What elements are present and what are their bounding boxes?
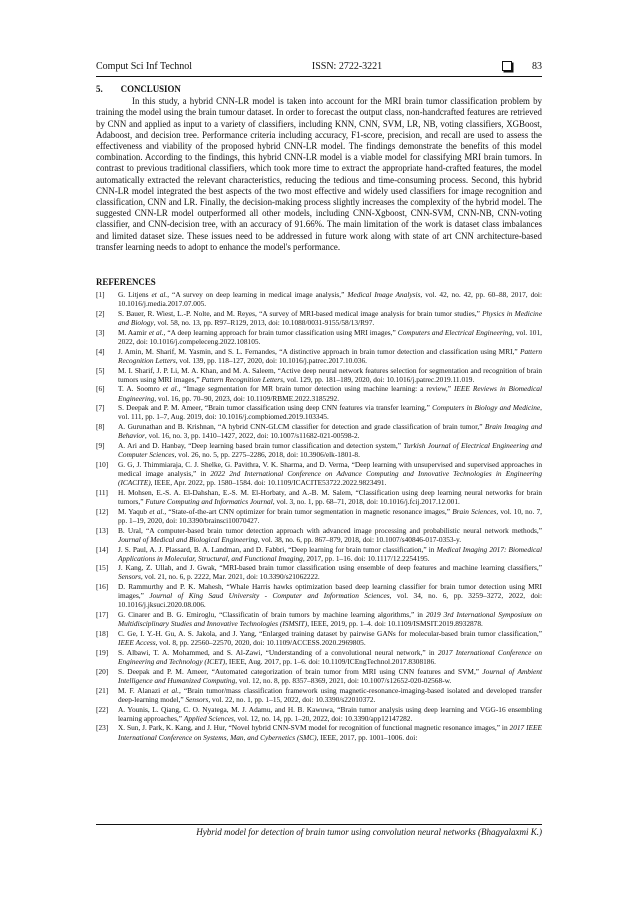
reference-item <box>96 290 542 308</box>
reference-item <box>96 422 542 440</box>
reference-post: , vol. 12, no. 8, pp. 8357–8369, 2021, doi: 10.1007/s12652-020-02568-w. <box>235 675 452 685</box>
reference-pre: S. Deepak and P. M. Ameer, “Automated categorization of brain tumor from MRI using CNN features and SVM,” <box>118 666 483 676</box>
page-content <box>96 84 542 742</box>
reference-number: [9] <box>96 441 105 451</box>
reference-post: , vol. 21, no. 6, p. 2222, Mar. 2021, doi: 10.3390/s21062222. <box>140 572 320 582</box>
reference-item <box>96 686 542 704</box>
reference-journal: 2019 3rd International Symposium on Multidisciplinary Studies and Innovative Technologies (ISMSIT) <box>118 610 543 629</box>
reference-pre: X. Sun, J. Park, K. Kang, and J. Hur, “Novel hybrid CNN-SVM model for recognition of functional magnetic resonance images,” in <box>118 723 510 733</box>
reference-number: [3] <box>96 327 105 337</box>
reference-item <box>96 582 542 609</box>
reference-post: , IEEE, Aug. 2017, pp. 1–6. doi: 10.1109/ICEngTechnol.2017.8308186. <box>225 657 436 667</box>
reference-post: , vol. 129, pp. 181–189, 2020, doi: 10.1016/j.patrec.2019.11.019. <box>283 374 475 384</box>
reference-pre: T. A. Soomro <box>118 384 163 394</box>
reference-number: [22] <box>96 704 109 714</box>
reference-pre: M. Yaqub <box>118 506 150 516</box>
reference-post: , IEEE, Apr. 2022, pp. 1580–1584. doi: 10.1109/ICACITE53722.2022.9823491. <box>150 478 387 488</box>
reference-pre: M. F. Alanazi <box>118 685 164 695</box>
reference-post: , vol. 12, no. 14, pp. 1–20, 2022, doi: 10.3390/app12147282. <box>233 713 413 723</box>
journal-name: Comput Sci Inf Technol <box>96 60 193 72</box>
reference-item <box>96 403 542 421</box>
conclusion-heading <box>96 84 542 95</box>
reference-etal: et al. <box>162 384 179 394</box>
reference-journal: Brain Imaging and Behavior <box>118 422 542 441</box>
reference-post: , vol. 111, pp. 1–7, Aug. 2019, doi: 10.1016/j.compbiomed.2019.103345. <box>118 403 543 422</box>
reference-text <box>118 366 542 384</box>
reference-number: [6] <box>96 384 105 394</box>
reference-text <box>118 686 542 704</box>
checkbox-square-icon <box>502 61 512 71</box>
reference-journal: Physics in Medicine and Biology <box>118 308 542 328</box>
reference-number: [1] <box>96 290 105 300</box>
reference-post: , vol. 38, no. 6, pp. 867–879, 2018, doi: 10.1007/s40846-017-0353-y. <box>257 534 462 544</box>
reference-mid: , “Brain tumor/mass classification framework using magnetic-resonance-imaging-based isolated and developed transfer deep-learning model,” <box>118 685 543 704</box>
reference-pre: M. I. Sharif, J. P. Li, M. A. Khan, and M. A. Saleem, “Active deep neural network features selection for segmentation and recognition of brain tumors using MRI images,” <box>118 365 542 384</box>
reference-text <box>118 309 542 327</box>
reference-text <box>118 526 542 544</box>
reference-number: [21] <box>96 685 109 695</box>
reference-number: [19] <box>96 647 109 657</box>
reference-pre: H. Mohsen, E.-S. A. El-Dahshan, E.-S. M. El-Horbaty, and A.-B. M. Salem, “Classification using deep learning neural networks for brain tumors,” <box>118 487 542 506</box>
reference-journal: Medical Image Analysis <box>347 290 421 300</box>
references-heading: REFERENCES <box>96 277 156 288</box>
reference-pre: A. Ari and D. Hanbay, “Deep learning based brain tumor classification and detection system,” <box>118 441 404 451</box>
reference-item <box>96 507 542 525</box>
reference-journal: Applied Sciences <box>183 713 234 723</box>
reference-item <box>96 488 542 506</box>
reference-item <box>96 705 542 723</box>
reference-journal: Journal of Ambient Intelligence and Humanized Computing <box>118 666 542 685</box>
reference-number: [2] <box>96 308 105 318</box>
reference-pre: J. S. Paul, A. J. Plassard, B. A. Landman, and D. Fabbri, “Deep learning for brain tumor classification,” in <box>118 544 437 554</box>
reference-pre: J. Kang, Z. Ullah, and J. Gwak, “MRI-based brain tumor classification using ensemble of deep features and machine learning classifiers,” <box>118 563 542 573</box>
page-header <box>96 58 542 74</box>
reference-pre: G. Cinarer and B. G. Emiroglu, “Classificatin of brain tumors by machine learning algorithms,” in <box>118 610 426 620</box>
reference-pre: C. Ge, I. Y.-H. Gu, A. S. Jakola, and J. Yang, “Enlarged training dataset by pairwise GANs for molecular-based brain tumor classification,” <box>118 629 542 639</box>
reference-item <box>96 610 542 628</box>
reference-text <box>118 705 542 723</box>
page-footer: Hybrid model for detection of brain tumor using convolution neural networks (Bhagyalaxmi K.) <box>196 827 542 837</box>
reference-journal: Pattern Recognition Letters <box>201 374 284 384</box>
reference-post: , vol. 139, pp. 118–127, 2020, doi: 10.1016/j.patrec.2017.10.036. <box>175 355 367 365</box>
reference-number: [20] <box>96 666 109 676</box>
reference-text <box>118 545 542 563</box>
reference-number: [8] <box>96 422 105 432</box>
reference-text <box>118 488 542 506</box>
reference-number: [12] <box>96 506 109 516</box>
page-number: 83 <box>531 60 542 72</box>
reference-journal: Turkish Journal of Electrical Engineering and Computer Sciences <box>118 441 542 460</box>
references-list <box>96 290 542 742</box>
reference-pre: J. Amin, M. Sharif, M. Yasmin, and S. L. Fernandes, “A distinctive approach in brain tumor detection and classification using MRI,” <box>118 346 520 356</box>
reference-number: [16] <box>96 582 109 592</box>
header-rule <box>96 76 542 77</box>
reference-post: , vol. 22, no. 1, pp. 1–15, 2022, doi: 10.3390/s22010372. <box>208 694 376 704</box>
reference-post: , vol. 8, pp. 22560–22570, 2020, doi: 10.1109/ACCESS.2020.2969805. <box>155 638 366 648</box>
reference-item <box>96 460 542 487</box>
reference-text <box>118 723 542 741</box>
conclusion-paragraph: In this study, a hybrid CNN-LR model is taken into account for the MRI brain tumor classification problem by training the model using the brain tumour dataset. In order to forecast the output class, non-handcrafted features are retrieved by CNN and applied as input to a variety of classifiers, including KNN, CNN, SVM, LR, NB, voting classifiers, XGBoost, Adaboost, and decision tree. Performance criteria including accuracy, F1-score, precision, and recall are used to assess the effectiveness and viability of the proposed hybrid CNN-LR model. The findings demonstrate the benefits of this model combination. According to the findings, this hybrid CNN-LR model is a viable model for classifying MRI brain tumors. In contrast to previous traditional classifiers, which took more time to extract the appropriate hand-crafted features, the model automatically extracted the relevant characteristics, reducing the tedious and time-consuming process. Second, this hybrid CNN-LR model integrated the best aspects of the two most effective and widely used classifiers for image recognition and classification, CNN and LR. Finally, the decision-making process slightly increases the complexity of the hybrid model. The suggested CNN-LR model outperformed all other models, including CNN-Xgboost, CNN-SVM, CNN-NB, CNN-voting classifier, and CNN-decision tree, with an accuracy of 91.66%. The main limitation of the work is dataset class imbalances and limited dataset size. These issues need to be addressed in future work along with state of art CNN architecture-based transfer learning needs to adopt to enhance the model's performance. <box>96 96 542 252</box>
reference-journal: Brain Sciences <box>452 506 497 516</box>
reference-text <box>118 507 542 525</box>
reference-item <box>96 526 542 544</box>
reference-number: [11] <box>96 487 108 497</box>
reference-text <box>118 403 542 421</box>
reference-post: , vol. 58, no. 13, pp. R97–R129, 2013, doi: 10.1088/0031-9155/58/13/R97. <box>153 318 375 328</box>
reference-pre: G. G, J. Thimmiaraja, C. J. Shelke, G. Pavithra, V. K. Sharma, and D. Verma, “Deep learning with unsupervised and supervised approaches in medical image analysis,” in <box>118 459 542 479</box>
reference-pre: A. Younis, L. Qiang, C. O. Nyatega, M. J. Adamu, and H. B. Kawuwa, “Brain tumor analysis using deep learning and VGG-16 ensembling learning approaches,” <box>118 704 542 723</box>
reference-pre: A. Gurunathan and B. Krishnan, “A hybrid CNN-GLCM classifier for detection and grade classification of brain tumor,” <box>118 422 485 432</box>
reference-text <box>118 422 542 440</box>
reference-text <box>118 441 542 459</box>
reference-number: [13] <box>96 525 109 535</box>
reference-item <box>96 545 542 563</box>
reference-text <box>118 460 542 487</box>
reference-item <box>96 723 542 741</box>
reference-pre: S. Bauer, R. Wiest, L.-P. Nolte, and M. Reyes, “A survey of MRI-based medical image analysis for brain tumor studies,” <box>118 308 483 318</box>
reference-item <box>96 309 542 327</box>
reference-text <box>118 290 542 308</box>
reference-post: , vol. 42, no. 42, pp. 60–88, 2017, doi: 10.1016/j.media.2017.07.005. <box>118 290 542 309</box>
reference-journal: Computers in Biology and Medicine <box>432 403 541 413</box>
reference-post: , vol. 16, no. 3, pp. 1410–1427, 2022, doi: 10.1007/s11682-021-00598-2. <box>144 431 360 441</box>
reference-text <box>118 667 542 685</box>
reference-post: , vol. 34, no. 6, pp. 3259–3272, 2022, doi: 10.1016/j.jksuci.2020.08.006. <box>118 591 543 610</box>
reference-number: [7] <box>96 403 105 413</box>
reference-number: [15] <box>96 563 109 573</box>
reference-journal: Pattern Recognition Letters <box>118 346 542 365</box>
reference-journal: Computers and Electrical Engineering <box>397 327 513 337</box>
reference-number: [10] <box>96 459 109 469</box>
header-right <box>502 61 542 72</box>
reference-item <box>96 629 542 647</box>
reference-item <box>96 366 542 384</box>
reference-post: , vol. 26, no. 5, pp. 2275–2286, 2018, doi: 10.3906/elk-1801-8. <box>174 450 360 460</box>
reference-post: , IEEE, 2019, pp. 1–4. doi: 10.1109/ISMSIT.2019.8932878. <box>307 619 483 629</box>
reference-number: [5] <box>96 365 105 375</box>
reference-item <box>96 563 542 581</box>
reference-item <box>96 648 542 666</box>
issn: ISSN: 2722-3221 <box>311 60 383 72</box>
reference-number: [17] <box>96 610 109 620</box>
reference-post: , IEEE, 2017, pp. 1001–1006. doi: <box>316 732 418 742</box>
reference-text <box>118 648 542 666</box>
reference-mid: , “A survey on deep learning in medical image analysis,” <box>167 290 348 300</box>
reference-post: , vol. 101, 2022, doi: 10.1016/j.compeleceng.2022.108105. <box>118 327 542 346</box>
reference-journal: 2022 2nd International Conference on Advance Computing and Innovative Technologies in Engineering (ICACITE) <box>118 469 543 488</box>
section-title: CONCLUSION <box>120 84 181 94</box>
section-number: 5. <box>96 84 103 94</box>
reference-journal: 2017 IEEE International Conference on Systems, Man, and Cybernetics (SMC) <box>118 723 542 742</box>
reference-etal: et al. <box>148 327 164 337</box>
reference-item <box>96 347 542 365</box>
reference-pre: S. Deepak and P. M. Ameer, “Brain tumor classification using deep CNN features via transfer learning,” <box>118 403 433 413</box>
reference-item <box>96 667 542 685</box>
reference-journal: Future Computing and Informatics Journal <box>145 496 273 506</box>
reference-mid: , “Image segmentation for MR brain tumor detection using machine learning: a review,” <box>178 384 454 394</box>
reference-pre: M. Aamir <box>118 327 149 337</box>
reference-text <box>118 347 542 365</box>
reference-mid: , “State-of-the-art CNN optimizer for brain tumor segmentation in magnetic resonance images,” <box>164 506 453 516</box>
reference-post: , vol. 10, no. 7, pp. 1–19, 2020, doi: 10.3390/brainsci10070427. <box>118 506 542 525</box>
reference-item <box>96 441 542 459</box>
reference-post: , 2017, pp. 1–16. doi: 10.1117/12.2254195. <box>302 553 430 563</box>
reference-text <box>118 328 542 346</box>
reference-pre: G. Litjens <box>118 290 152 300</box>
reference-mid: , “A deep learning approach for brain tumor classification using MRI images,” <box>163 327 398 337</box>
reference-etal: et al. <box>151 290 168 300</box>
reference-journal: 2017 International Conference on Engineering and Technology (ICET) <box>118 647 542 667</box>
reference-journal: IEEE Access <box>118 638 156 648</box>
reference-pre: D. Rammurthy and P. K. Mahesh, “Whale Harris hawks optimization based deep learning classifier for brain tumor detection using MRI images,” <box>118 582 542 601</box>
reference-pre: S. Albawi, T. A. Mohammed, and S. Al-Zawi, “Understanding of a convolutional neural network,” in <box>118 647 438 657</box>
reference-journal: IEEE Reviews in Biomedical Engineering <box>118 384 542 403</box>
reference-item <box>96 328 542 346</box>
reference-item <box>96 384 542 402</box>
reference-text <box>118 563 542 581</box>
reference-journal: Medical Imaging 2017: Biomedical Applications in Molecular, Structural, and Functional Imaging <box>118 544 543 563</box>
reference-journal: Sensors <box>118 572 141 582</box>
reference-text <box>118 384 542 402</box>
reference-etal: et al. <box>163 685 179 695</box>
reference-journal: Sensors <box>185 694 209 704</box>
reference-number: [14] <box>96 544 109 554</box>
reference-number: [4] <box>96 346 105 356</box>
reference-number: [18] <box>96 629 109 639</box>
reference-pre: B. Ural, “A computer-based brain tumor detection approach with advanced image processing and probabilistic neural network methods,” <box>118 525 542 535</box>
footer-rule <box>96 824 542 825</box>
reference-journal: Journal of King Saud University - Computer and Information Sciences <box>149 591 390 601</box>
reference-text <box>118 582 542 609</box>
reference-post: , vol. 3, no. 1, pp. 68–71, 2018, doi: 10.1016/j.fcij.2017.12.001. <box>272 496 460 506</box>
reference-post: , vol. 16, pp. 70–90, 2023, doi: 10.1109/RBME.2022.3185292. <box>154 393 340 403</box>
reference-text <box>118 610 542 628</box>
reference-journal: Journal of Medical and Biological Engineering <box>118 534 258 544</box>
reference-number: [23] <box>96 723 109 733</box>
reference-etal: et al. <box>149 506 165 516</box>
reference-text <box>118 629 542 647</box>
